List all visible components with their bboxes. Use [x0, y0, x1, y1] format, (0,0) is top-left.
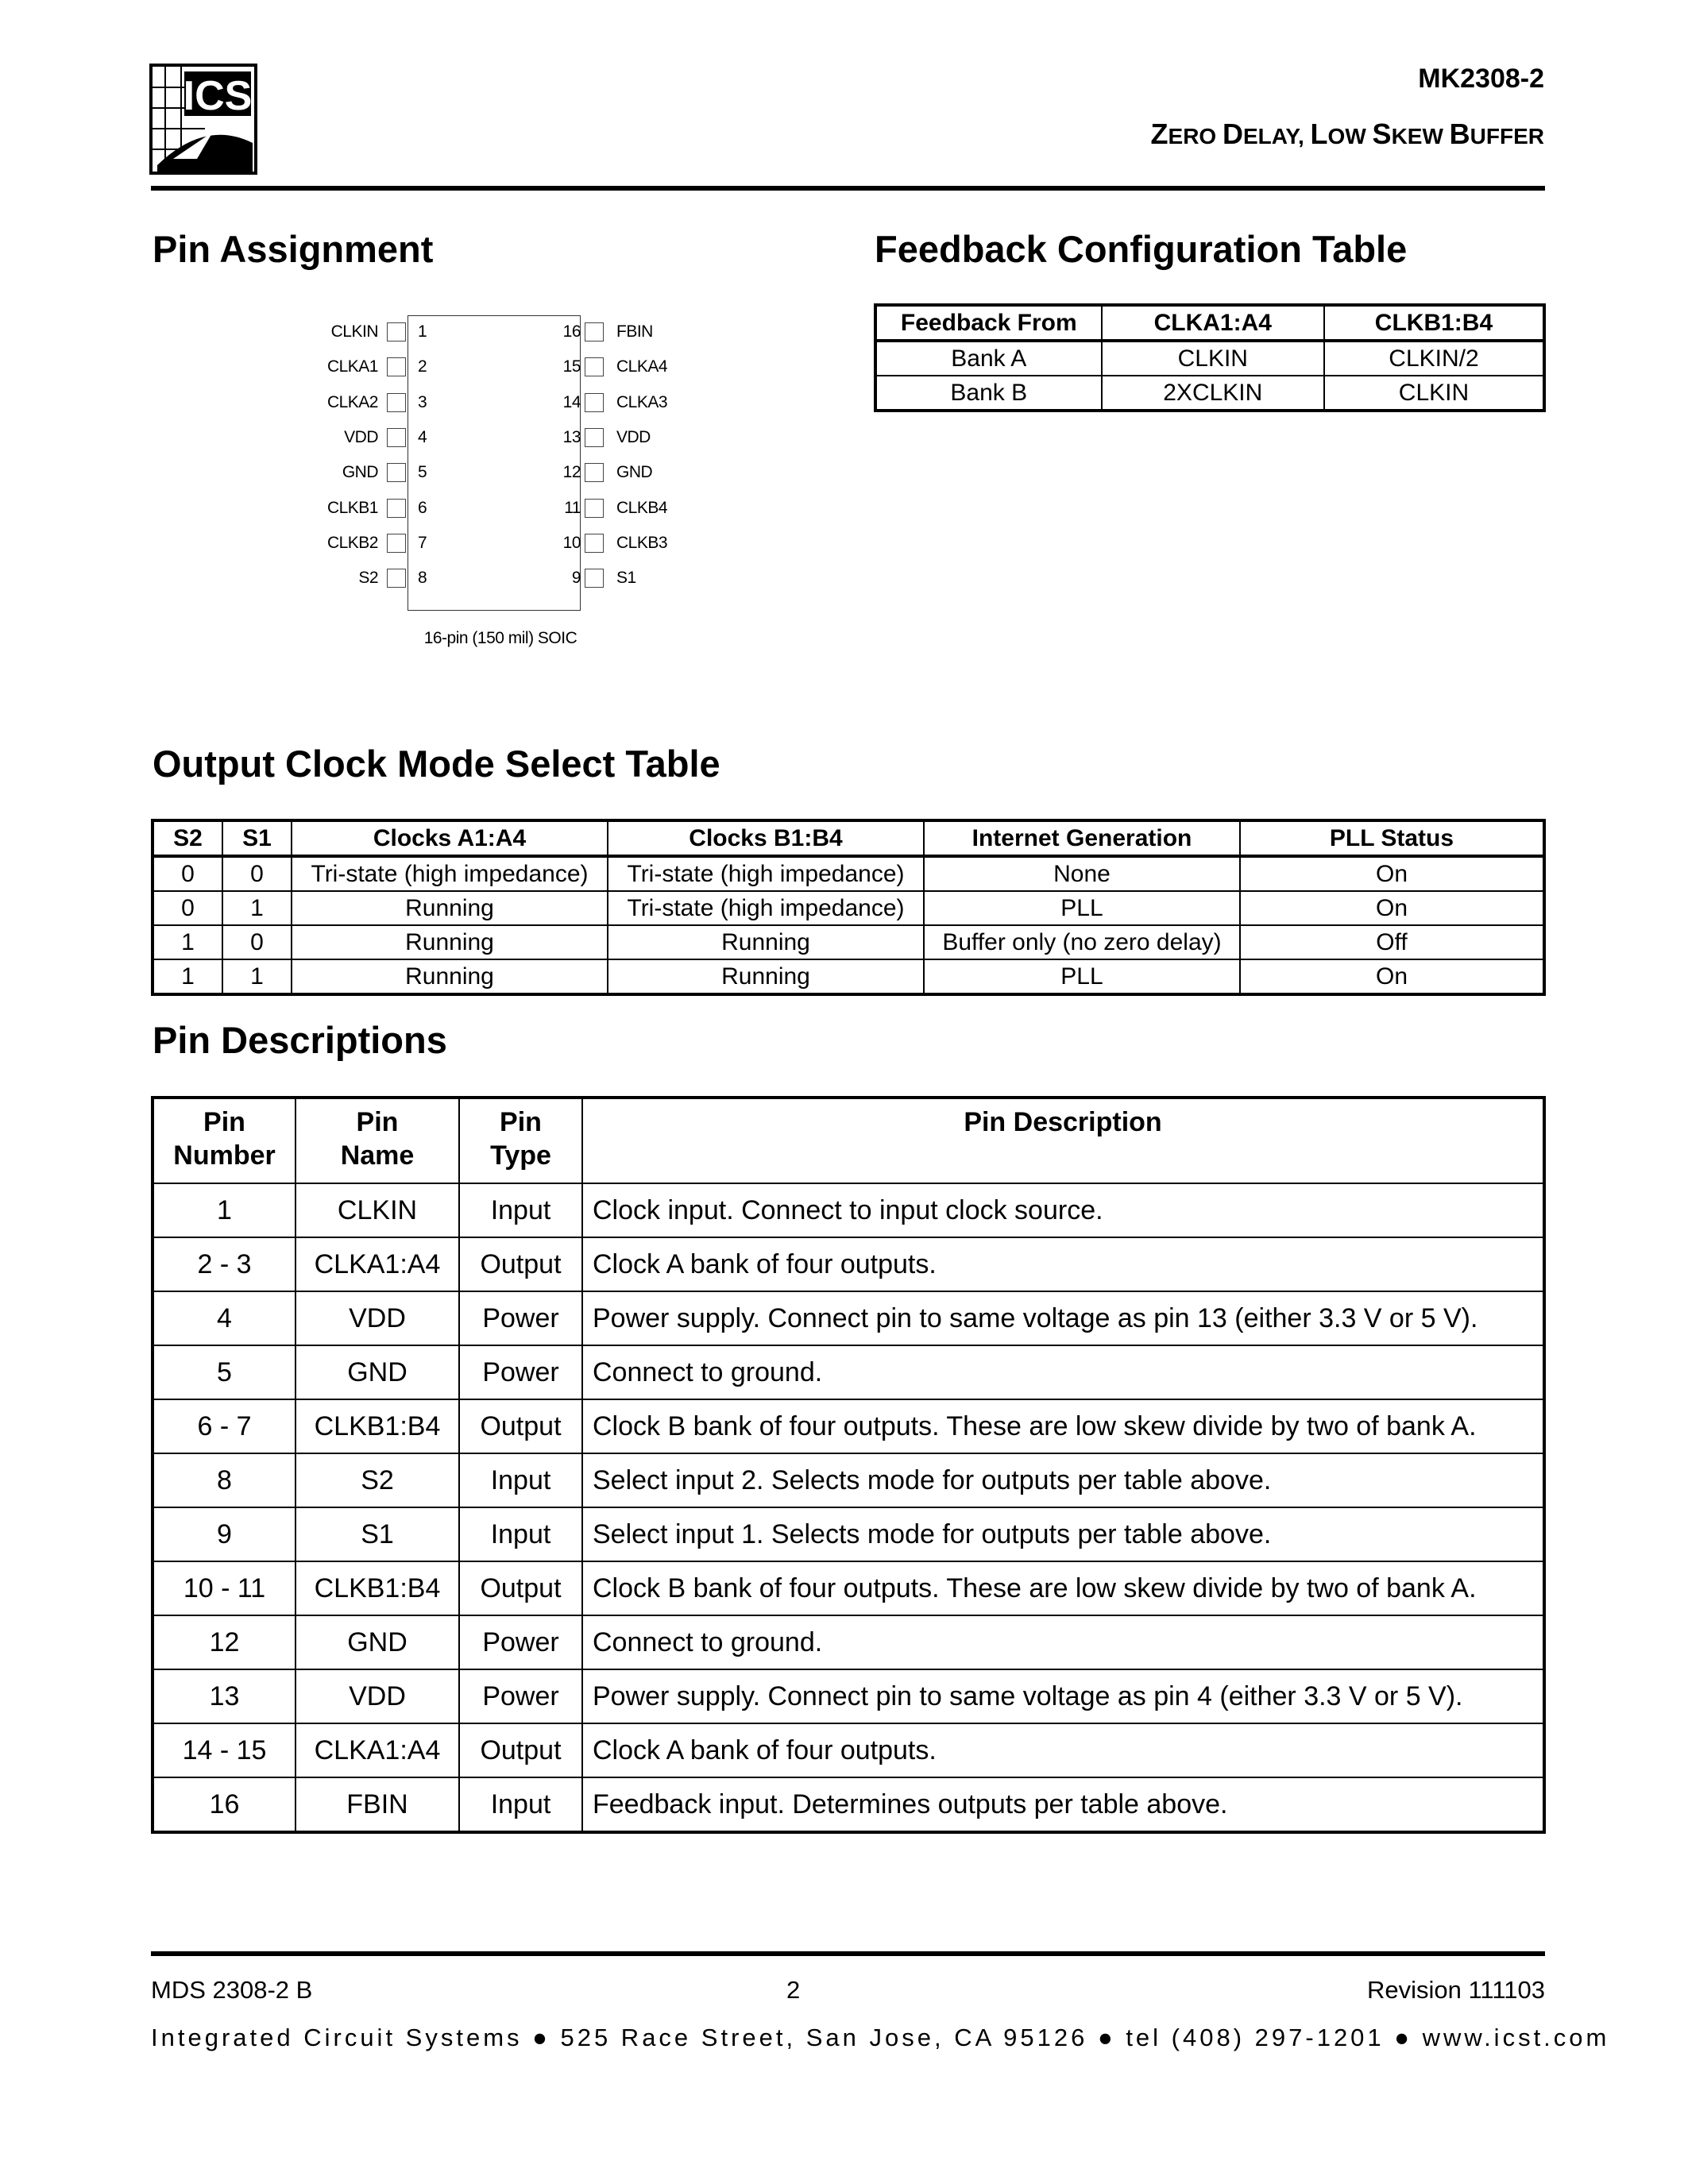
column-header: Clocks A1:A4	[292, 820, 608, 856]
subtitle-part: UFFER	[1470, 124, 1544, 149]
table-cell: 12	[153, 1615, 295, 1669]
table-cell: Power	[459, 1345, 582, 1399]
header-line: Name	[340, 1140, 415, 1171]
feedback-table-title: Feedback Configuration Table	[875, 228, 1408, 270]
table-cell: 8	[153, 1453, 295, 1507]
pin-name: GND	[342, 463, 378, 482]
pin-name: VDD	[616, 427, 651, 446]
pin-number: 13	[562, 427, 581, 446]
pin-name: CLKA3	[616, 392, 668, 411]
table-cell: FBIN	[295, 1777, 459, 1832]
column-header: S2	[153, 820, 222, 856]
table-cell: S2	[295, 1453, 459, 1507]
pin-descriptions-table	[151, 1096, 1546, 1834]
column-header: Clocks B1:B4	[608, 820, 924, 856]
pin-description-cell: Clock input. Connect to input clock source.	[582, 1183, 1544, 1237]
table-cell: Input	[459, 1507, 582, 1561]
table-cell: 0	[222, 856, 292, 891]
pin-name: CLKB1	[326, 498, 378, 517]
pin-pad	[585, 393, 604, 412]
pin-description-cell: Feedback input. Determines outputs per table above.	[582, 1777, 1544, 1832]
table-cell: Running	[292, 891, 608, 925]
table-cell: Bank B	[875, 376, 1102, 411]
table-cell: None	[924, 856, 1240, 891]
table-row	[875, 376, 1544, 411]
column-header: PLL Status	[1240, 820, 1544, 856]
pin-name: VDD	[344, 427, 378, 446]
header-line: Pin	[500, 1107, 542, 1137]
table-cell: CLKB1:B4	[295, 1561, 459, 1615]
table-row	[153, 1453, 1544, 1507]
pin-number: 15	[562, 357, 581, 376]
table-row	[153, 925, 1544, 959]
table-row	[153, 1507, 1544, 1561]
pin-number: 14	[562, 392, 581, 411]
pin-description-cell: Clock B bank of four outputs. These are low skew divide by two of bank A.	[582, 1399, 1544, 1453]
table-cell: VDD	[295, 1291, 459, 1345]
footer-doc-id: MDS 2308-2 B	[151, 1976, 313, 2004]
table-cell: 16	[153, 1777, 295, 1832]
column-header: S1	[222, 820, 292, 856]
pin-number: 11	[564, 498, 581, 517]
right-pin-row	[302, 461, 699, 484]
right-pin-row	[302, 391, 699, 415]
pin-description-cell: Clock A bank of four outputs.	[582, 1723, 1544, 1777]
table-row	[153, 1777, 1544, 1832]
pin-pad	[585, 499, 604, 518]
pin-number: 4	[418, 427, 427, 446]
pin-name: CLKB2	[326, 533, 378, 552]
pin-description-cell: Power supply. Connect pin to same voltage as pin 4 (either 3.3 V or 5 V).	[582, 1669, 1544, 1723]
table-header-row	[153, 820, 1544, 856]
pin-number: 16	[562, 322, 581, 341]
table-row	[153, 891, 1544, 925]
table-cell: Buffer only (no zero delay)	[924, 925, 1240, 959]
table-cell: 9	[153, 1507, 295, 1561]
pin-description-cell: Power supply. Connect pin to same voltage as pin 13 (either 3.3 V or 5 V).	[582, 1291, 1544, 1345]
revision-label: Revision 111103	[1366, 1976, 1545, 2004]
table-row	[153, 1723, 1544, 1777]
table-cell: 13	[153, 1669, 295, 1723]
column-header: Internet Generation	[924, 820, 1240, 856]
subtitle-part: ERO	[1168, 124, 1223, 149]
table-cell: Running	[608, 925, 924, 959]
pin-name: CLKIN	[330, 322, 378, 341]
footer-divider	[151, 1951, 1545, 1956]
table-cell: 1	[222, 959, 292, 994]
pin-pad	[585, 357, 604, 376]
pin-description-cell: Connect to ground.	[582, 1345, 1544, 1399]
pin-assignment-title: Pin Assignment	[153, 228, 434, 270]
table-cell: Running	[292, 925, 608, 959]
right-pin-row	[302, 531, 699, 555]
header-line: Pin	[356, 1107, 399, 1137]
table-row	[153, 1561, 1544, 1615]
table-row	[875, 341, 1544, 376]
pin-name: CLKA4	[616, 357, 668, 376]
column-header: CLKB1:B4	[1324, 305, 1544, 341]
output-clock-mode-table	[151, 819, 1546, 996]
pin-pad	[585, 569, 604, 588]
table-row	[153, 1183, 1544, 1237]
table-header-row	[875, 305, 1544, 341]
table-cell: 4	[153, 1291, 295, 1345]
table-cell: CLKA1:A4	[295, 1237, 459, 1291]
subtitle-part: KEW	[1391, 124, 1450, 149]
pin-name: S2	[358, 569, 378, 588]
feedback-config-table	[874, 303, 1546, 412]
table-cell: Output	[459, 1399, 582, 1453]
pin-description-cell: Clock A bank of four outputs.	[582, 1237, 1544, 1291]
subtitle-part: B	[1449, 118, 1470, 150]
pin-name: CLKA1	[326, 357, 378, 376]
mode-table-title: Output Clock Mode Select Table	[153, 743, 720, 785]
pin-name: FBIN	[616, 322, 653, 341]
pin-description-cell: Clock B bank of four outputs. These are low skew divide by two of bank A.	[582, 1561, 1544, 1615]
table-cell: Input	[459, 1183, 582, 1237]
subtitle-part: Z	[1150, 118, 1168, 150]
header-line: Number	[173, 1140, 276, 1171]
page-number: 2	[786, 1976, 801, 2004]
pin-name: CLKB4	[616, 498, 668, 517]
table-cell: CLKIN	[1324, 376, 1544, 411]
part-number: MK2308-2	[1418, 64, 1544, 94]
table-cell: Tri-state (high impedance)	[608, 891, 924, 925]
table-cell: Power	[459, 1291, 582, 1345]
header-line: Pin	[203, 1107, 245, 1137]
pin-description-cell: Connect to ground.	[582, 1615, 1544, 1669]
table-row	[153, 1669, 1544, 1723]
pin-number: 5	[418, 463, 427, 482]
pin-number: 7	[418, 533, 427, 552]
subtitle-part: OW	[1327, 124, 1373, 149]
subtitle-part: ELAY,	[1242, 124, 1311, 149]
table-cell: Off	[1240, 925, 1544, 959]
pin-name: GND	[616, 463, 653, 482]
table-cell: On	[1240, 891, 1544, 925]
table-cell: Running	[292, 959, 608, 994]
table-cell: On	[1240, 856, 1544, 891]
table-cell: 0	[153, 891, 222, 925]
table-cell: Output	[459, 1723, 582, 1777]
table-cell: GND	[295, 1615, 459, 1669]
pin-diagram	[302, 310, 699, 667]
pin-pad	[585, 534, 604, 553]
table-cell: CLKIN	[1102, 341, 1324, 376]
pin-description-cell: Select input 1. Selects mode for outputs per table above.	[582, 1507, 1544, 1561]
table-row	[153, 1291, 1544, 1345]
logo-letters: ICS	[183, 73, 253, 119]
column-header: Pin Description	[582, 1098, 1544, 1183]
pin-number: 12	[562, 463, 581, 482]
table-row	[153, 1345, 1544, 1399]
table-cell: Power	[459, 1615, 582, 1669]
table-row	[153, 1399, 1544, 1453]
table-cell: On	[1240, 959, 1544, 994]
table-cell: 6 - 7	[153, 1399, 295, 1453]
column-header	[295, 1098, 459, 1183]
table-cell: CLKIN/2	[1324, 341, 1544, 376]
pin-number: 6	[418, 498, 427, 517]
table-cell: 14 - 15	[153, 1723, 295, 1777]
table-cell: CLKIN	[295, 1183, 459, 1237]
subtitle-part: D	[1222, 118, 1243, 150]
column-header	[153, 1098, 295, 1183]
table-cell: VDD	[295, 1669, 459, 1723]
table-cell: 1	[153, 959, 222, 994]
right-pin-row	[302, 426, 699, 450]
company-address: Integrated Circuit Systems ● 525 Race Street, San Jose, CA 95126 ● tel (408) 297-1201 ● www.icst.com	[151, 2024, 1610, 2051]
table-row	[153, 959, 1544, 994]
subtitle-part: L	[1310, 118, 1328, 150]
table-cell: PLL	[924, 891, 1240, 925]
table-cell: Bank A	[875, 341, 1102, 376]
column-header: Feedback From	[875, 305, 1102, 341]
table-cell: Output	[459, 1237, 582, 1291]
table-cell: Tri-state (high impedance)	[292, 856, 608, 891]
table-header-row	[153, 1098, 1544, 1183]
pin-pad	[585, 428, 604, 447]
ics-logo	[149, 64, 257, 175]
pin-name: S1	[616, 569, 636, 588]
table-cell: 0	[222, 925, 292, 959]
pin-pad	[585, 463, 604, 482]
table-row	[153, 856, 1544, 891]
header-line: Type	[490, 1140, 551, 1171]
pin-name: CLKB3	[616, 533, 668, 552]
table-cell: Input	[459, 1777, 582, 1832]
table-cell: 2 - 3	[153, 1237, 295, 1291]
pin-description-cell: Select input 2. Selects mode for outputs per table above.	[582, 1453, 1544, 1507]
package-label: 16-pin (150 mil) SOIC	[423, 629, 577, 647]
table-cell: Running	[608, 959, 924, 994]
table-row	[153, 1615, 1544, 1669]
table-cell: Tri-state (high impedance)	[608, 856, 924, 891]
pin-number: 3	[418, 392, 427, 411]
pin-pad	[585, 322, 604, 341]
document-subtitle	[1151, 118, 1544, 151]
pin-number: 9	[571, 569, 581, 588]
column-header	[459, 1098, 582, 1183]
pin-number: 8	[418, 569, 427, 588]
table-cell: CLKB1:B4	[295, 1399, 459, 1453]
subtitle-part: S	[1372, 118, 1392, 150]
table-cell: 2XCLKIN	[1102, 376, 1324, 411]
table-cell: S1	[295, 1507, 459, 1561]
pin-descriptions-title: Pin Descriptions	[153, 1019, 447, 1061]
table-cell: PLL	[924, 959, 1240, 994]
table-cell: 5	[153, 1345, 295, 1399]
table-cell: 1	[222, 891, 292, 925]
right-pin-row	[302, 566, 699, 590]
column-header: CLKA1:A4	[1102, 305, 1324, 341]
header-divider	[151, 186, 1545, 191]
right-pin-row	[302, 320, 699, 344]
pin-number: 2	[418, 357, 427, 376]
pin-number: 10	[562, 533, 581, 552]
pin-name: CLKA2	[326, 392, 378, 411]
right-pin-row	[302, 496, 699, 520]
table-cell: Output	[459, 1561, 582, 1615]
table-row	[153, 1237, 1544, 1291]
table-cell: 0	[153, 856, 222, 891]
table-cell: Power	[459, 1669, 582, 1723]
pin-number: 1	[418, 322, 427, 341]
table-cell: Input	[459, 1453, 582, 1507]
table-cell: 10 - 11	[153, 1561, 295, 1615]
table-cell: GND	[295, 1345, 459, 1399]
right-pin-row	[302, 355, 699, 379]
table-cell: 1	[153, 1183, 295, 1237]
table-cell: 1	[153, 925, 222, 959]
table-cell: CLKA1:A4	[295, 1723, 459, 1777]
